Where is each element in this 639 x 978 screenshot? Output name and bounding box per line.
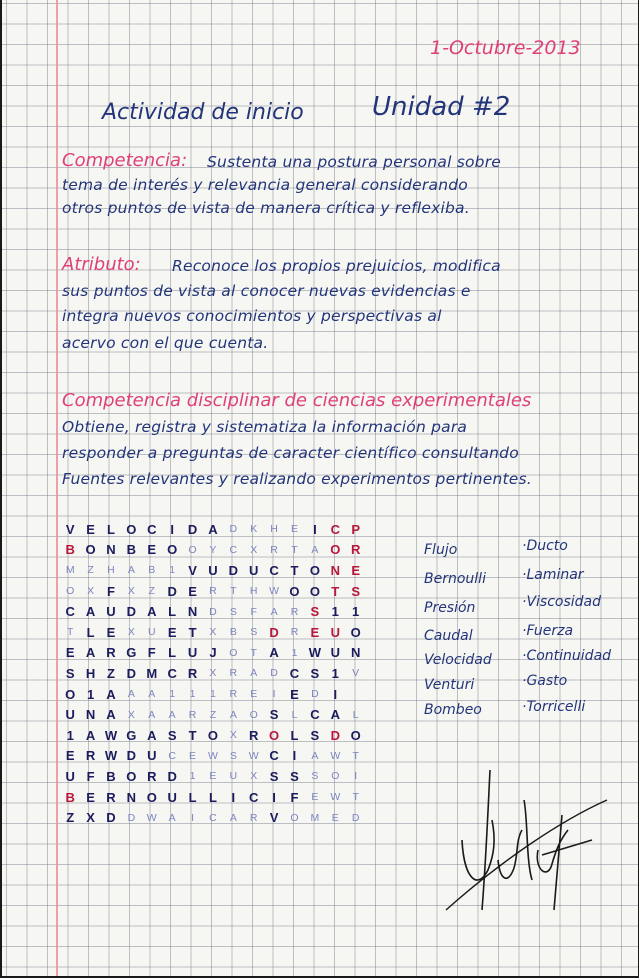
word-search-cell: A <box>85 727 96 743</box>
word-search-cell: E <box>311 791 319 804</box>
word-search-cell: B <box>65 542 75 558</box>
word-search-cell: A <box>208 521 218 537</box>
word-search-cell: G <box>126 645 137 661</box>
word-search-cell: D <box>167 768 177 784</box>
word-search-cell: E <box>290 686 299 702</box>
word-search-cell: O <box>126 521 137 537</box>
word-search-cell: W <box>330 749 341 762</box>
word-search-cell: W <box>104 727 118 743</box>
word-search-cell: T <box>291 543 298 556</box>
atributo-line: acervo con el que cuenta. <box>62 334 269 352</box>
word-search-cell: R <box>187 665 198 681</box>
word-search-cell: W <box>308 645 322 661</box>
word-search-cell: O <box>350 624 361 640</box>
word-search-cell: C <box>168 749 176 762</box>
word-search-cell: R <box>106 789 116 805</box>
word-search-cell: S <box>311 770 319 783</box>
word-search-cell: E <box>189 749 197 762</box>
word-search-cell: C <box>289 665 300 681</box>
word-search-cell: D <box>127 811 136 824</box>
word-search-cell: C <box>269 748 279 764</box>
word-search-cell: N <box>85 707 96 723</box>
competencia-disciplinar-line: Fuentes relevantes y realizando experimentos pertinentes. <box>62 470 532 488</box>
word-search-cell: 1 <box>169 564 176 577</box>
word-search-row <box>60 787 366 808</box>
word-search-cell: O <box>229 646 238 659</box>
date: 1-Octubre-2013 <box>430 37 581 59</box>
word-search-row <box>60 746 366 767</box>
word-search-cell: L <box>107 521 115 537</box>
word-search-cell: I <box>292 748 297 764</box>
competencia-label: Competencia: <box>62 150 188 171</box>
word-search-cell: U <box>229 770 238 783</box>
word-search-cell: N <box>187 604 198 620</box>
competencia-line: Sustenta una postura personal sobre <box>207 153 502 171</box>
word-search-cell: A <box>330 707 340 723</box>
word-list-item: Bernoulli <box>424 571 486 587</box>
word-search-cell: A <box>148 688 156 701</box>
competencia-line: tema de interés y relevancia general considerando <box>62 176 468 194</box>
word-search-cell: C <box>229 543 238 556</box>
word-search-cell: U <box>187 645 198 661</box>
word-search-cell: I <box>272 789 276 805</box>
word-search-cell: X <box>229 729 237 742</box>
word-search-cell: F <box>86 768 95 784</box>
word-search-cell: C <box>269 562 279 578</box>
word-search-cell: X <box>127 585 135 598</box>
word-search-cell: H <box>107 564 115 577</box>
word-search-cell: M <box>65 564 75 577</box>
word-search-cell: O <box>309 562 320 578</box>
word-search-cell: A <box>85 645 96 661</box>
word-search-cell: R <box>209 585 217 598</box>
word-search-cell: C <box>249 789 259 805</box>
word-search-cell: O <box>350 727 361 743</box>
word-search-cell: U <box>65 768 75 784</box>
word-search-cell: U <box>330 645 340 661</box>
word-search-cell: A <box>229 708 237 721</box>
word-search-cell: L <box>208 789 217 805</box>
word-search-cell: A <box>168 811 176 824</box>
word-search-row <box>60 601 366 622</box>
word-search-cell: L <box>291 708 298 721</box>
word-search-cell: U <box>147 626 156 639</box>
word-search-cell: O <box>167 542 178 558</box>
word-search-cell: T <box>188 727 197 743</box>
word-search-cell: O <box>146 789 157 805</box>
word-search-cell: E <box>250 688 258 701</box>
word-search-cell: T <box>352 791 359 804</box>
word-search-cell: R <box>290 626 299 639</box>
word-search-cell: T <box>290 562 299 578</box>
word-search-cell: R <box>229 688 238 701</box>
word-search-cell: E <box>86 789 95 805</box>
word-search-cell: I <box>170 521 174 537</box>
word-search-cell: F <box>107 583 115 599</box>
word-search-cell: L <box>188 789 197 805</box>
word-search-cell: S <box>229 605 237 618</box>
word-search-cell: T <box>230 585 237 598</box>
word-search-cell: A <box>269 645 279 661</box>
word-search-cell: A <box>270 605 278 618</box>
word-search-cell: T <box>66 626 74 639</box>
word-search-cell: T <box>188 624 197 640</box>
word-search-cell: Z <box>66 810 75 826</box>
word-search-cell: I <box>231 789 236 805</box>
word-search-cell: S <box>269 768 279 784</box>
word-search-cell: I <box>354 770 358 783</box>
word-list-item: Flujo <box>424 542 458 558</box>
word-list-item: ·Fuerza <box>522 623 574 639</box>
word-search-cell: V <box>269 810 279 826</box>
word-search-cell: 1 <box>331 604 339 620</box>
word-search-cell: A <box>250 667 258 680</box>
word-search-cell: O <box>269 727 280 743</box>
word-search-cell: E <box>188 583 197 599</box>
atributo-line: Reconoce los propios prejuicios, modifica <box>172 257 501 275</box>
word-search-cell: C <box>167 665 177 681</box>
word-search-cell: V <box>188 562 197 578</box>
word-search-cell: O <box>126 768 137 784</box>
word-search-cell: C <box>65 604 75 620</box>
word-search-cell: C <box>209 811 217 824</box>
word-search-cell: R <box>249 727 259 743</box>
word-search-cell: O <box>331 770 340 783</box>
word-search-cell: Z <box>87 564 94 577</box>
word-search-cell: O <box>207 727 218 743</box>
word-search-row <box>60 807 366 828</box>
word-search-cell: X <box>127 708 135 721</box>
word-search-cell: N <box>350 645 361 661</box>
word-search-cell: S <box>351 583 360 599</box>
unit-title: Unidad #2 <box>372 92 511 122</box>
word-search-cell: L <box>168 645 177 661</box>
word-search-cell: W <box>207 749 218 762</box>
word-search-cell: F <box>147 645 156 661</box>
word-search-cell: X <box>127 626 135 639</box>
word-search-cell: 1 <box>169 688 176 701</box>
word-search-cell: X <box>250 770 258 783</box>
word-search-cell: U <box>147 748 157 764</box>
word-search-cell: E <box>65 748 75 764</box>
competencia-disciplinar-line: Obtiene, registra y sistematiza la información para <box>62 418 468 436</box>
word-search-cell: A <box>106 686 116 702</box>
word-search-cell: R <box>270 543 278 556</box>
word-list-item: ·Ducto <box>522 538 568 554</box>
word-search-cell: S <box>310 727 320 743</box>
word-list-item: Venturi <box>424 677 475 693</box>
word-search-cell: D <box>106 810 116 826</box>
word-search-cell: E <box>86 521 95 537</box>
word-list-item: Presión <box>424 600 476 616</box>
word-search-cell: D <box>209 605 217 618</box>
word-search-cell: J <box>209 645 217 661</box>
word-search-cell: B <box>229 626 237 639</box>
word-search-cell: R <box>290 605 299 618</box>
word-search-cell: A <box>106 707 116 723</box>
word-search-cell: 1 <box>291 646 298 659</box>
word-search-row <box>60 704 366 725</box>
word-search-cell: 1 <box>86 686 95 702</box>
word-search-cell: 1 <box>66 727 74 743</box>
word-search-cell: A <box>311 749 319 762</box>
word-search-cell: I <box>333 686 338 702</box>
competencia-disciplinar-line: responder a preguntas de caracter científico consultando <box>62 444 519 462</box>
word-search-cell: Z <box>148 585 155 598</box>
word-search-cell: R <box>350 542 361 558</box>
word-search-cell: W <box>104 748 118 764</box>
page-title: Actividad de inicio <box>102 100 304 125</box>
word-search-cell: D <box>167 583 177 599</box>
word-list-item: Velocidad <box>424 652 492 668</box>
word-search-cell: X <box>250 543 258 556</box>
word-search-cell: B <box>148 564 156 577</box>
word-search-cell: F <box>250 605 257 618</box>
word-search-cell: V <box>352 667 360 680</box>
word-search-cell: C <box>310 707 320 723</box>
word-search-cell: A <box>147 727 157 743</box>
word-search-cell: E <box>351 562 360 578</box>
word-search-cell: A <box>311 543 319 556</box>
word-search-cell: U <box>208 562 218 578</box>
word-search-row <box>60 581 366 602</box>
word-search-cell: O <box>289 583 300 599</box>
word-search-cell: R <box>147 768 157 784</box>
word-search-cell: P <box>351 521 360 537</box>
word-search-cell: R <box>106 645 116 661</box>
word-search-cell: A <box>127 564 135 577</box>
word-search-cell: D <box>330 727 340 743</box>
word-search-cell: D <box>228 562 239 578</box>
word-search-cell: E <box>290 523 298 536</box>
word-search-cell: C <box>147 521 157 537</box>
word-list-item: ·Viscosidad <box>522 594 602 610</box>
word-search-cell: O <box>309 583 320 599</box>
word-search-cell: L <box>168 604 177 620</box>
word-search-row <box>60 643 366 664</box>
word-search-cell: E <box>65 645 75 661</box>
word-search-cell: W <box>269 585 280 598</box>
word-search-row <box>60 663 366 684</box>
word-search-cell: E <box>147 542 157 558</box>
word-search-cell: O <box>188 543 197 556</box>
word-search-cell: D <box>270 667 278 680</box>
word-list-item: ·Continuidad <box>522 648 612 664</box>
word-search-cell: U <box>249 562 259 578</box>
word-search-row <box>60 519 366 540</box>
word-search-row <box>60 725 366 746</box>
word-search-cell: Y <box>209 543 217 556</box>
word-search-cell: S <box>310 665 320 681</box>
word-search-cell: Z <box>107 665 115 681</box>
word-list-item: ·Torricelli <box>522 699 586 715</box>
word-search-cell: X <box>209 626 217 639</box>
atributo-line: integra nuevos conocimientos y perspectivas al <box>62 307 442 325</box>
word-search-cell: D <box>126 604 137 620</box>
word-search-cell: S <box>167 727 177 743</box>
word-search-cell: R <box>249 811 258 824</box>
word-search-cell: N <box>330 562 340 578</box>
word-search-cell: X <box>209 667 217 680</box>
word-search-row <box>60 560 366 581</box>
word-search-cell: M <box>146 665 158 681</box>
word-search-cell: A <box>85 604 96 620</box>
word-search-cell: H <box>270 523 278 536</box>
word-search-row <box>60 766 366 787</box>
word-search-cell: Z <box>209 708 217 721</box>
word-search-cell: D <box>187 521 198 537</box>
word-search-cell: U <box>330 624 340 640</box>
word-list-item: Caudal <box>424 628 473 644</box>
word-search-cell: D <box>126 748 137 764</box>
word-search-cell: T <box>352 749 359 762</box>
word-search-cell: G <box>126 727 137 743</box>
word-search-cell: S <box>290 768 299 784</box>
word-search-cell: S <box>310 604 320 620</box>
word-search-cell: T <box>250 646 257 659</box>
word-search-row <box>60 684 366 705</box>
word-search-cell: 1 <box>331 665 339 681</box>
word-search-cell: C <box>330 521 340 537</box>
word-search-cell: E <box>167 624 177 640</box>
word-search-cell: A <box>229 811 237 824</box>
word-search-cell: W <box>330 791 341 804</box>
competencia-disciplinar-label: Competencia disciplinar de ciencias experimentales <box>62 390 532 411</box>
word-search-cell: N <box>126 789 137 805</box>
word-search-cell: H <box>249 585 258 598</box>
word-search-cell: A <box>147 604 157 620</box>
word-search-cell: W <box>248 749 259 762</box>
word-search-cell: D <box>229 523 238 536</box>
word-search-cell: D <box>351 811 360 824</box>
word-search-cell: B <box>106 768 116 784</box>
word-search-row <box>60 622 366 643</box>
word-search-cell: L <box>86 624 95 640</box>
signature-image <box>442 760 612 920</box>
word-search-cell: H <box>85 665 96 681</box>
word-search-cell: A <box>168 708 176 721</box>
word-list-item: ·Laminar <box>522 567 584 583</box>
word-search-cell: D <box>311 688 319 701</box>
word-search-cell: O <box>85 542 96 558</box>
word-search-cell: 1 <box>352 604 360 620</box>
atributo-line: sus puntos de vista al conocer nuevas evidencias e <box>62 282 471 300</box>
word-search-cell: S <box>269 707 279 723</box>
word-search-cell: W <box>146 811 157 824</box>
word-search-row <box>60 540 366 561</box>
word-search-cell: I <box>191 811 194 824</box>
word-search-cell: X <box>87 585 95 598</box>
word-search-cell: E <box>310 624 320 640</box>
word-list-item: Bombeo <box>424 702 482 718</box>
word-search-cell: M <box>310 811 320 824</box>
word-search-cell: B <box>126 542 137 558</box>
word-search-cell: S <box>65 665 75 681</box>
word-search-cell: D <box>269 624 279 640</box>
word-search-cell: 1 <box>210 688 216 701</box>
word-search-cell: O <box>66 585 75 598</box>
word-search-cell: V <box>65 521 75 537</box>
word-search-cell: K <box>250 523 258 536</box>
word-search-cell: L <box>352 708 359 721</box>
margin-line <box>56 0 58 976</box>
word-search-cell: R <box>188 708 197 721</box>
word-search-cell: 1 <box>189 688 196 701</box>
word-search-cell: B <box>65 789 75 805</box>
word-search-cell: O <box>330 542 341 558</box>
competencia-line: otros puntos de vista de manera crítica y reflexiba. <box>62 199 470 217</box>
word-list-item: ·Gasto <box>522 673 568 689</box>
word-search-cell: A <box>127 688 135 701</box>
word-search-cell: S <box>229 749 237 762</box>
word-search-cell: U <box>106 604 116 620</box>
word-search-cell: O <box>290 811 299 824</box>
word-search-cell: E <box>209 770 217 783</box>
word-search-grid <box>60 519 366 828</box>
word-search-cell: E <box>331 811 339 824</box>
atributo-label: Atributo: <box>62 254 141 275</box>
word-search-cell: L <box>290 727 299 743</box>
word-search-cell: N <box>106 542 116 558</box>
word-search-cell: U <box>65 707 75 723</box>
word-search-cell: O <box>249 708 258 721</box>
word-search-cell: E <box>106 624 116 640</box>
word-search-cell: 1 <box>189 770 196 783</box>
word-search-cell: A <box>148 708 156 721</box>
word-search-cell: X <box>86 810 95 826</box>
word-search-cell: S <box>250 626 258 639</box>
word-search-cell: I <box>313 521 317 537</box>
word-search-cell: R <box>229 667 238 680</box>
notebook-page <box>2 0 638 976</box>
word-search-cell: O <box>65 686 76 702</box>
word-search-cell: T <box>331 583 340 599</box>
word-search-cell: U <box>167 789 177 805</box>
word-search-cell: D <box>126 665 137 681</box>
word-search-cell: R <box>85 748 96 764</box>
word-search-cell: F <box>290 789 299 805</box>
word-search-cell: I <box>272 688 276 701</box>
